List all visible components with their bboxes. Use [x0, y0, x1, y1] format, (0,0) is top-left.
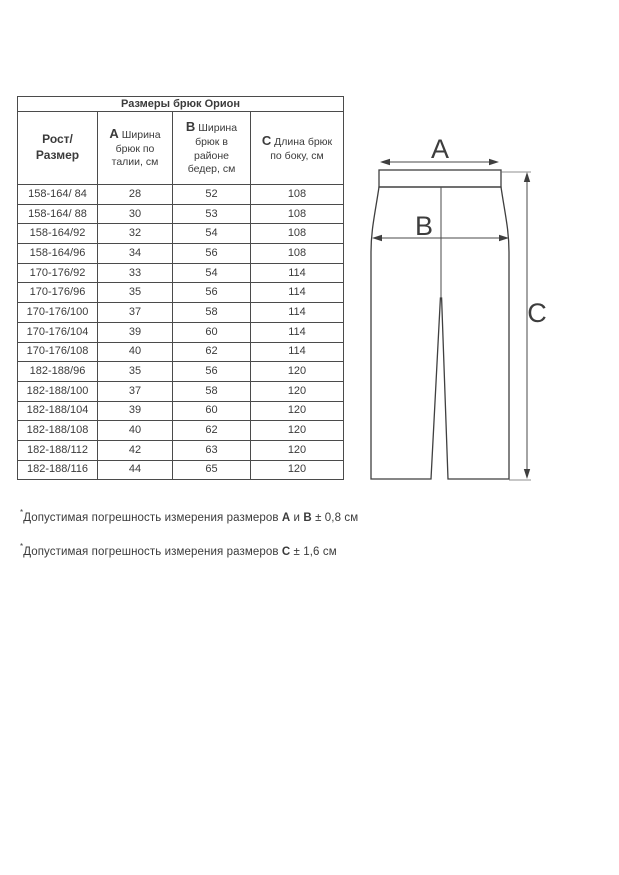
trousers-measurement-diagram	[350, 118, 619, 493]
table-row	[18, 263, 344, 283]
table-cell: 120	[251, 440, 344, 460]
table-cell: 65	[173, 460, 251, 480]
table-cell: 114	[251, 342, 344, 362]
dimension-a-arrowhead-right	[489, 159, 499, 165]
footnote-text: ± 0,8 см	[311, 512, 359, 524]
table-cell: 108	[251, 185, 344, 205]
table-cell: 120	[251, 362, 344, 382]
table-cell: 37	[98, 381, 173, 401]
footnote-bold-a: A	[281, 512, 291, 524]
table-cell: 40	[98, 421, 173, 441]
table-row	[18, 322, 344, 342]
table-cell: 158-164/ 88	[18, 204, 98, 224]
table-cell: 114	[251, 263, 344, 283]
table-body	[18, 185, 344, 480]
table-cell: 108	[251, 244, 344, 264]
table-cell: 60	[173, 401, 251, 421]
table-cell: 120	[251, 460, 344, 480]
table-cell: 182-188/104	[18, 401, 98, 421]
footnote-text: и	[290, 512, 304, 524]
table-cell: 170-176/96	[18, 283, 98, 303]
table-cell: 108	[251, 204, 344, 224]
table-row	[18, 283, 344, 303]
table-cell: 37	[98, 303, 173, 323]
table-row	[18, 440, 344, 460]
column-header-size: Рост/Размер	[18, 112, 98, 185]
dimension-a-arrowhead-left	[380, 159, 390, 165]
table-cell: 30	[98, 204, 173, 224]
table-cell: 53	[173, 204, 251, 224]
table-cell: 120	[251, 421, 344, 441]
table-title: Размеры брюк Орион	[18, 97, 344, 112]
table-cell: 108	[251, 224, 344, 244]
table-row	[18, 421, 344, 441]
table-row	[18, 342, 344, 362]
table-cell: 120	[251, 401, 344, 421]
table-cell: 60	[173, 322, 251, 342]
table-cell: 52	[173, 185, 251, 205]
table-cell: 63	[173, 440, 251, 460]
dimension-c-arrowhead-top	[524, 172, 530, 182]
table-cell: 58	[173, 381, 251, 401]
dimension-label-c: C	[527, 298, 547, 328]
table-cell: 40	[98, 342, 173, 362]
waistband	[379, 170, 501, 187]
table-cell: 42	[98, 440, 173, 460]
trousers-outline	[371, 187, 509, 479]
table-cell: 54	[173, 263, 251, 283]
table-cell: 39	[98, 401, 173, 421]
tolerance-footnote-ab	[20, 508, 358, 524]
dimension-label-b: B	[414, 211, 434, 241]
footnote-marker: *	[20, 542, 24, 551]
table-row	[18, 303, 344, 323]
size-chart-table	[17, 96, 344, 480]
footnote-text: Допустимая погрешность измерения размеров	[23, 546, 282, 558]
footnote-text: ± 1,6 см	[290, 546, 337, 558]
table-cell: 182-188/100	[18, 381, 98, 401]
table-cell: 182-188/116	[18, 460, 98, 480]
footnote-text: Допустимая погрешность измерения размеров	[23, 512, 282, 524]
column-header-b-label: Ширина брюк в районе бедер, см	[187, 122, 238, 176]
table-cell: 28	[98, 185, 173, 205]
table-cell: 56	[173, 283, 251, 303]
table-cell: 32	[98, 224, 173, 244]
table-cell: 58	[173, 303, 251, 323]
table-cell: 56	[173, 362, 251, 382]
table-cell: 170-176/92	[18, 263, 98, 283]
table-row	[18, 244, 344, 264]
table-cell: 114	[251, 322, 344, 342]
table-cell: 62	[173, 421, 251, 441]
table-cell: 33	[98, 263, 173, 283]
table-header-row	[18, 112, 344, 185]
table-cell: 39	[98, 322, 173, 342]
table-row	[18, 185, 344, 205]
column-header-a	[98, 112, 173, 185]
footnote-marker: *	[20, 508, 24, 517]
table-row	[18, 204, 344, 224]
table-cell: 54	[173, 224, 251, 244]
table-cell: 170-176/108	[18, 342, 98, 362]
table-row	[18, 401, 344, 421]
table-cell: 34	[98, 244, 173, 264]
dimension-letter-c: C	[261, 132, 272, 148]
table-cell: 56	[173, 244, 251, 264]
table-cell: 170-176/100	[18, 303, 98, 323]
table-title-row	[18, 97, 344, 112]
dimension-letter-b: B	[185, 119, 196, 135]
dimension-letter-a: A	[109, 125, 119, 141]
table-row	[18, 381, 344, 401]
table-cell: 182-188/108	[18, 421, 98, 441]
table-cell: 158-164/ 84	[18, 185, 98, 205]
table-cell: 182-188/112	[18, 440, 98, 460]
table-cell: 158-164/96	[18, 244, 98, 264]
dimension-b-arrowhead-left	[372, 235, 382, 241]
table-cell: 182-188/96	[18, 362, 98, 382]
table-cell: 114	[251, 283, 344, 303]
footnote-bold-c: C	[281, 546, 291, 558]
table-cell: 62	[173, 342, 251, 362]
table-cell: 35	[98, 283, 173, 303]
table-row	[18, 460, 344, 480]
table-cell: 35	[98, 362, 173, 382]
dimension-c-arrowhead-bottom	[524, 469, 530, 479]
footnote-bold-b: B	[303, 512, 312, 524]
column-header-a-label: Ширина брюк по талии, см	[111, 128, 161, 169]
table-row	[18, 362, 344, 382]
table-cell: 120	[251, 381, 344, 401]
tolerance-footnote-c	[20, 542, 337, 558]
column-header-c	[251, 112, 344, 185]
table-cell: 170-176/104	[18, 322, 98, 342]
dimension-label-a: A	[430, 134, 450, 164]
table-row	[18, 224, 344, 244]
column-header-b	[173, 112, 251, 185]
table-cell: 114	[251, 303, 344, 323]
table-cell: 158-164/92	[18, 224, 98, 244]
table-cell: 44	[98, 460, 173, 480]
column-header-c-label: Длина брюк по боку, см	[270, 135, 333, 162]
